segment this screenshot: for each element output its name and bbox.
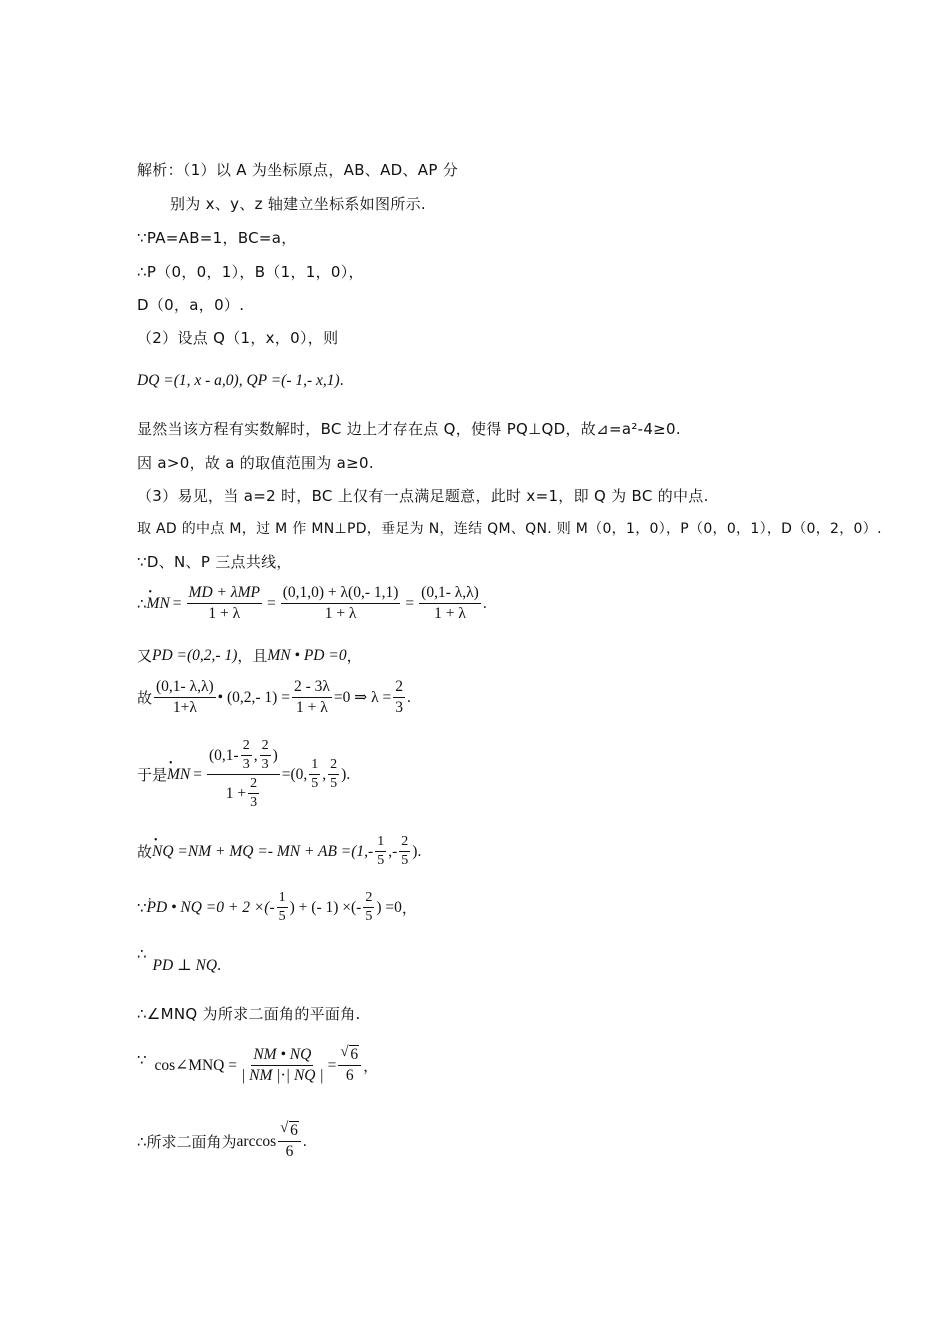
- frac-num: (0,1- λ,λ): [154, 678, 216, 698]
- frac-num: 2: [248, 776, 259, 794]
- frac-num: 1: [309, 757, 320, 775]
- text-yushi: 于是: [137, 766, 168, 784]
- frac-den: 3: [250, 795, 258, 810]
- text-gu: 故: [137, 843, 153, 861]
- num-part: ): [272, 746, 278, 764]
- text-end: ): [412, 842, 418, 860]
- math-mn-value: 于是 • MN = (0,1- $\frac{2}{3}$ , $\frac{2}{3}$ ) 1 + $\frac{2}{3}$ =(0, $\frac{1}{5}$ , $\frac{2}{5}$ ) .: [137, 738, 351, 810]
- frac-den: 1 + λ: [208, 605, 241, 622]
- text-you: 又: [137, 647, 153, 665]
- frac-num: 1: [277, 890, 288, 908]
- vector-expression: DQ =(1, x - a,0), QP =(- 1,- x,1): [137, 372, 340, 389]
- frac-den: 1 + λ: [296, 699, 328, 716]
- frac-den: 5: [401, 853, 409, 868]
- frac-den: 5: [377, 853, 385, 868]
- text-qie: ，且: [237, 647, 268, 665]
- mn-vector: MN: [167, 765, 191, 783]
- text-end: ) =0: [376, 898, 402, 916]
- dot-product: MN • PD =0: [267, 646, 347, 664]
- math-nq-value: 故 • NQ =NM + MQ =- MN + AB =(1,- $\frac{1}{5}$ ,- $\frac{2}{5}$ ) .: [137, 834, 422, 868]
- text-answer: ∴所求二面角为: [137, 1133, 237, 1151]
- perp-expression: PD ⊥ NQ: [152, 957, 218, 974]
- frac-den: 1+λ: [172, 699, 197, 716]
- line-5: D（0，a，0）.: [137, 296, 245, 314]
- text-because: ∵: [137, 1050, 147, 1069]
- line-12: ∵D、N、P 三点共线，: [137, 553, 292, 571]
- den-part: 1 +: [225, 784, 247, 802]
- frac-num: 2: [241, 738, 252, 756]
- math-pd-line: 又 PD =(0,2,- 1) ，且 MN • PD =0 ，: [137, 646, 362, 665]
- math-vectors-dq-qp: DQ =(1, x - a,0), QP =(- 1,- x,1) .: [137, 372, 344, 389]
- text-eq: =: [327, 1056, 337, 1074]
- line-9: 因 a>0，故 a 的取值范围为 a≥0.: [137, 454, 374, 472]
- text-post: =0 ⇒ λ =: [333, 689, 392, 706]
- frac-num: 1: [375, 834, 386, 852]
- text-end: ): [341, 765, 347, 783]
- pd-vector: PD =(0,2,- 1): [152, 646, 238, 664]
- frac-num: 2 - 3λ: [292, 678, 332, 698]
- frac-num: (0,1- λ,λ): [419, 584, 481, 604]
- frac-num: 2: [399, 834, 410, 852]
- frac-den: 5: [330, 776, 338, 791]
- frac-den: 1 + λ: [324, 605, 357, 622]
- text-mid: ) + (- 1) ×(-: [289, 898, 362, 916]
- frac-den: | NM |⋅| NQ |: [240, 1067, 324, 1084]
- text-mid: • (0,2,- 1) =: [217, 688, 290, 706]
- frac-den: 3: [242, 757, 250, 772]
- line-11: 取 AD 的中点 M，过 M 作 MN⊥PD，垂足为 N，连结 QM、QN. 则 M（0，1，0），P（0，0，1），D（0，2，0）.: [137, 521, 882, 537]
- sqrt-radicand: 6: [350, 1046, 359, 1063]
- line-4: ∴P（0，0，1），B（1，1，0），: [137, 263, 364, 281]
- frac-den: 1 + λ: [434, 605, 466, 622]
- dot-expression: PD • NQ =0 + 2 ×(-: [146, 898, 275, 916]
- frac-den: 3: [395, 699, 403, 716]
- sqrt-radicand: 6: [290, 1122, 298, 1139]
- math-lambda-line: 故 $\frac{(0,1- \lambda,\lambda)}{1+\lambda}$ • (0,2,- 1) = $\frac{2 - 3\lambda}{1 + \lambda}$ =0 ⇒ λ = $\frac{2}{3}$ .: [137, 678, 411, 716]
- text-therefore: ∴: [137, 944, 147, 963]
- frac-num: 2: [328, 757, 339, 775]
- num-part: (0,1-: [209, 746, 239, 764]
- frac-num: 2: [363, 890, 374, 908]
- frac-den: 6: [345, 1067, 354, 1084]
- frac-den: 5: [311, 776, 319, 791]
- line-10: （3）易见，当 a=2 时，BC 上仅有一点满足题意，此时 x=1，即 Q 为 BC 的中点.: [137, 487, 709, 505]
- nq-expression: NQ =NM + MQ =- MN + AB =(1,-: [152, 842, 374, 860]
- frac-den: 3: [261, 757, 269, 772]
- math-perpendicular: ∴ PD ⊥ NQ .: [137, 944, 221, 974]
- frac-den: 5: [278, 909, 286, 924]
- frac-num: (0,1,0) + λ(0,- 1,1): [281, 584, 401, 604]
- frac-num: MD + λMP: [188, 584, 260, 601]
- line-18: ∴∠MNQ 为所求二面角的平面角.: [137, 1005, 361, 1023]
- line-3: ∵PA=AB=1，BC=a，: [137, 229, 297, 247]
- frac-den: 6: [285, 1143, 294, 1160]
- text-sep: ,-: [388, 842, 398, 860]
- mn-vector: MN: [146, 594, 170, 612]
- frac-den: 5: [365, 909, 373, 924]
- line-8: 显然当该方程有实数解时，BC 边上才存在点 Q，使得 PQ⊥QD，故⊿=a²-4≥0.: [137, 420, 681, 438]
- text-eq: =(0,: [281, 765, 308, 783]
- arccos-label: arccos: [236, 1132, 277, 1150]
- cos-label: cos∠MNQ =: [154, 1057, 237, 1074]
- math-mn-expression: ∴ • MN = $\frac{\text{MD + λMP}}{1 + \lambda}$ = $\frac{(0,1,0) + \lambda(0,- 1,1)}{1 + \lambda}$ = $\frac{(0,1- \lambda,\lambda)}{1 + \lambda}$ .: [137, 584, 487, 622]
- text-gu: 故: [137, 689, 153, 707]
- text-because: ∵: [137, 898, 147, 917]
- line-1: 解析：（1）以 A 为坐标原点，AB、AD、AP 分: [137, 161, 459, 179]
- frac-num: 2: [393, 678, 405, 698]
- line-6: （2）设点 Q（1，x，0），则: [137, 329, 339, 347]
- math-cos: ∵ cos∠MNQ = $\frac{NM • NQ}{| NM |\cdot| NQ |}$ = √ $\frac{6}{6}$ ，: [137, 1046, 378, 1085]
- frac-num: 2: [260, 738, 271, 756]
- math-pd-dot-nq: ∵ , PD • NQ =0 + 2 ×(- $\frac{1}{5}$ ) + (- 1) ×(- $\frac{2}{5}$ ) =0 ，: [137, 890, 417, 924]
- frac-num: NM • NQ: [253, 1046, 312, 1063]
- math-answer: ∴所求二面角为 arccos √ $\frac{6}{6}$ .: [137, 1122, 307, 1161]
- line-2: 别为 x、y、z 轴建立坐标系如图所示.: [170, 195, 426, 213]
